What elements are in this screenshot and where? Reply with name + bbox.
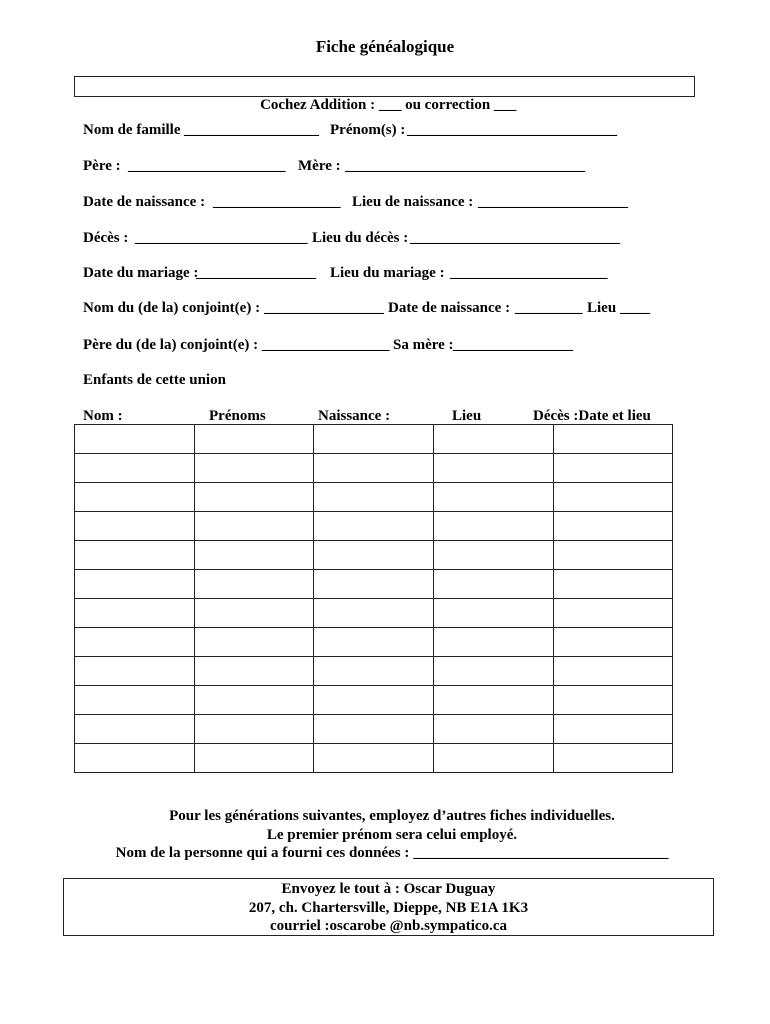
table-cell: [434, 686, 554, 715]
field-label-mere-conjoint: Sa mère :: [393, 337, 454, 353]
table-cell: [434, 512, 554, 541]
table-cell: [75, 657, 195, 686]
table-cell: [75, 599, 195, 628]
table-cell: [434, 454, 554, 483]
children-table: [74, 424, 673, 773]
provider-label: Nom de la personne qui a fourni ces données :: [115, 845, 410, 861]
table-cell: [554, 483, 673, 512]
table-cell: [75, 425, 195, 454]
field-label-mere: Mère :: [298, 158, 341, 174]
table-cell: [314, 599, 434, 628]
table-row: [75, 483, 673, 512]
table-row: [75, 744, 673, 773]
table-cell: [195, 628, 314, 657]
contact-line-name: Envoyez le tout à : Oscar Duguay: [281, 881, 496, 897]
table-cell: [434, 541, 554, 570]
table-row: [75, 454, 673, 483]
field-blank-pere-conjoint: _________________: [262, 337, 390, 353]
provider-blank: __________________________________: [413, 845, 669, 861]
table-cell: [554, 454, 673, 483]
field-blank-lieu-naissance: ____________________: [478, 194, 628, 210]
table-cell: [434, 425, 554, 454]
field-blank-conjoint: ________________: [264, 300, 384, 316]
field-blank-date-mariage: ________________: [196, 265, 316, 281]
table-cell: [75, 541, 195, 570]
table-cell: [554, 541, 673, 570]
contact-line-email: courriel :oscarobe @nb.sympatico.ca: [270, 918, 507, 934]
field-blank-date-naissance: _________________: [213, 194, 341, 210]
field-blank-lieu-deces: ____________________________: [410, 230, 620, 246]
field-blank-lieu-mariage: _____________________: [450, 265, 608, 281]
table-row: [75, 657, 673, 686]
addition-correction-box: [74, 76, 695, 113]
table-row: [75, 512, 673, 541]
table-cell: [314, 454, 434, 483]
table-cell: [434, 599, 554, 628]
table-cell: [554, 686, 673, 715]
field-blank-mere: ________________________________: [345, 158, 585, 174]
table-cell: [434, 483, 554, 512]
table-row: [75, 425, 673, 454]
table-cell: [314, 483, 434, 512]
table-row: [75, 628, 673, 657]
table-cell: [314, 628, 434, 657]
table-cell: [75, 483, 195, 512]
table-row: [75, 541, 673, 570]
field-label-date-naissance: Date de naissance :: [83, 194, 206, 210]
table-cell: [75, 744, 195, 773]
addition-correction-text: Cochez Addition : ___ ou correction ___: [260, 97, 517, 113]
children-heading: Enfants de cette union: [83, 372, 226, 388]
table-cell: [554, 715, 673, 744]
table-cell: [195, 686, 314, 715]
table-cell: [75, 715, 195, 744]
table-cell: [195, 425, 314, 454]
table-cell: [434, 570, 554, 599]
table-cell: [554, 425, 673, 454]
children-table-body: [75, 425, 673, 773]
footer-notes: [0, 807, 770, 863]
table-cell: [195, 541, 314, 570]
table-cell: [195, 570, 314, 599]
field-label-conjoint-lieu: Lieu: [587, 300, 617, 316]
table-cell: [195, 715, 314, 744]
column-header-nom: Nom :: [83, 408, 123, 424]
field-blank-mere-conjoint: ________________: [453, 337, 573, 353]
table-cell: [75, 454, 195, 483]
page-title: Fiche généalogique: [315, 37, 455, 56]
field-label-lieu-naissance: Lieu de naissance :: [352, 194, 474, 210]
table-cell: [554, 628, 673, 657]
table-cell: [554, 599, 673, 628]
table-cell: [75, 570, 195, 599]
field-label-prenoms: Prénom(s) :: [330, 122, 406, 138]
table-cell: [195, 483, 314, 512]
table-cell: [434, 628, 554, 657]
field-label-lieu-deces: Lieu du décès :: [312, 230, 409, 246]
table-row: [75, 570, 673, 599]
table-row: [75, 686, 673, 715]
footer-note-generations: Pour les générations suivantes, employez d’autres fiches individuelles.: [169, 808, 615, 824]
field-blank-pere: _____________________: [128, 158, 286, 174]
field-blank-nom-famille: __________________: [184, 122, 319, 138]
table-row: [75, 599, 673, 628]
table-cell: [554, 744, 673, 773]
field-blank-deces: _______________________: [135, 230, 308, 246]
table-cell: [195, 454, 314, 483]
field-label-conjoint-date-naissance: Date de naissance :: [388, 300, 511, 316]
table-cell: [195, 657, 314, 686]
table-cell: [434, 657, 554, 686]
table-cell: [554, 657, 673, 686]
contact-box: [63, 878, 714, 936]
field-label-conjoint: Nom du (de la) conjoint(e) :: [83, 300, 261, 316]
column-header-naissance: Naissance :: [318, 408, 391, 424]
table-cell: [434, 744, 554, 773]
provider-line: [14, 844, 770, 863]
column-header-lieu: Lieu: [452, 408, 482, 424]
table-cell: [434, 715, 554, 744]
footer-note-first-name: Le premier prénom sera celui employé.: [266, 826, 518, 843]
table-cell: [554, 512, 673, 541]
table-cell: [314, 425, 434, 454]
field-blank-prenoms: ____________________________: [407, 122, 617, 138]
table-cell: [195, 512, 314, 541]
table-row: [75, 715, 673, 744]
table-cell: [75, 686, 195, 715]
field-label-deces: Décès :: [83, 230, 129, 246]
table-cell: [314, 657, 434, 686]
table-cell: [314, 686, 434, 715]
table-cell: [314, 512, 434, 541]
table-cell: [195, 599, 314, 628]
table-cell: [554, 570, 673, 599]
table-cell: [314, 744, 434, 773]
field-label-pere-conjoint: Père du (de la) conjoint(e) :: [83, 337, 259, 353]
field-label-pere: Père :: [83, 158, 121, 174]
table-cell: [75, 628, 195, 657]
contact-line-address: 207, ch. Chartersville, Dieppe, NB E1A 1K3: [248, 899, 529, 916]
field-blank-conjoint-date-naissance: _________: [515, 300, 583, 316]
table-cell: [195, 744, 314, 773]
field-label-nom-famille: Nom de famille: [83, 122, 181, 138]
column-header-prenoms: Prénoms: [209, 408, 266, 424]
field-label-date-mariage: Date du mariage :: [83, 265, 199, 281]
table-cell: [314, 570, 434, 599]
table-cell: [314, 715, 434, 744]
field-blank-conjoint-lieu: ____: [620, 300, 650, 316]
table-cell: [75, 512, 195, 541]
table-cell: [314, 541, 434, 570]
field-label-lieu-mariage: Lieu du mariage :: [330, 265, 445, 281]
column-header-deces: Décès :Date et lieu: [533, 408, 651, 424]
